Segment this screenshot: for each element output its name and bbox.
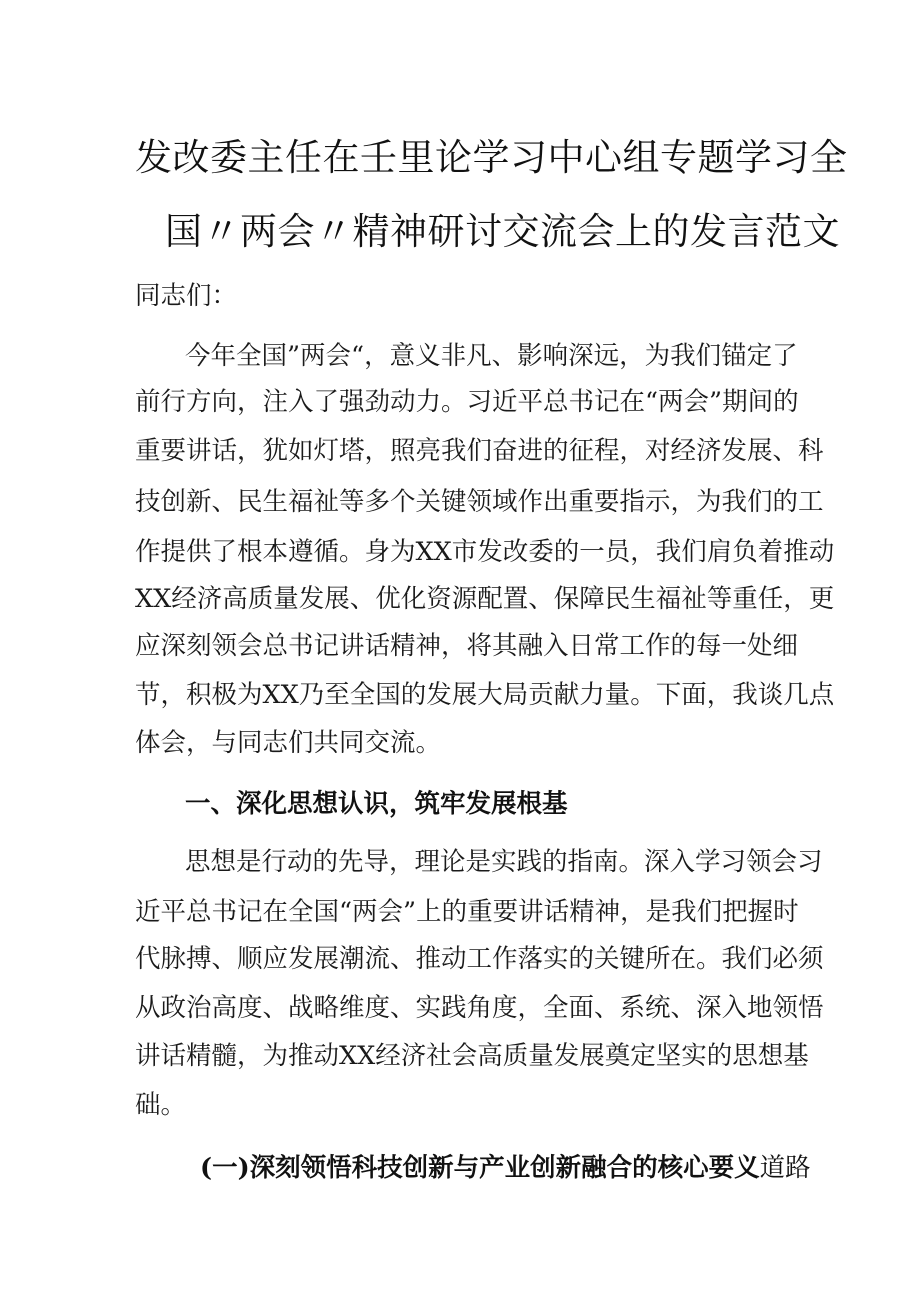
paragraph-1-line-6: XX经济高质量发展、优化资源配置、保障民生福祉等重任，更	[135, 584, 835, 614]
paragraph-1-line-4: 技创新、民生福祉等多个关键领域作出重要指示，为我们的工	[135, 487, 824, 517]
paragraph-1-line-2: 前行方向，注入了强劲动力。习近平总书记在“两会”期间的	[135, 387, 799, 417]
paragraph-1-line-3: 重要讲话，犹如灯塔，照亮我们奋进的征程，对经济发展、科	[135, 436, 824, 466]
section-heading-1: 一、深化思想认识，筑牢发展根基	[185, 789, 568, 819]
sub-heading-1	[200, 1150, 811, 1186]
paragraph-1-line-7: 应深刻领会总书记讲话精神，将其融入日常工作的每一处细	[135, 631, 799, 661]
title-line-1: 发改委主任在壬里论学习中心组专题学习全	[135, 136, 848, 179]
paragraph-1-line-5: 作提供了根本遵循。身为XX市发改委的一员，我们肩负着推动	[135, 537, 835, 567]
paragraph-1-line-1: 今年全国”两会“，意义非凡、影响深远，为我们锚定了	[185, 341, 798, 371]
sub-heading-1-bold: (一)深刻领悟科技创新与产业创新融合的核心要义	[200, 1153, 760, 1183]
paragraph-2-line-6: 础。	[135, 1090, 187, 1120]
paragraph-2-line-2: 近平总书记在全国“两会”上的重要讲话精神，是我们把握时	[135, 897, 799, 927]
paragraph-1-line-8: 节，积极为XX乃至全国的发展大局贡献力量。下面，我谈几点	[135, 680, 835, 710]
sub-heading-1-trailing: 道路	[759, 1153, 811, 1183]
salutation: 同志们：	[135, 281, 238, 311]
paragraph-1-line-9: 体会，与同志们共同交流。	[135, 728, 442, 758]
paragraph-2-line-3: 代脉搏、顺应发展潮流、推动工作落实的关键所在。我们必须	[135, 944, 824, 974]
paragraph-2-line-4: 从政治高度、战略维度、实践角度，全面、系统、深入地领悟	[135, 993, 824, 1023]
paragraph-2-line-1: 思想是行动的先导，理论是实践的指南。深入学习领会习	[185, 847, 823, 877]
title-line-2: 国〃两会〃精神研讨交流会上的发言范文	[165, 210, 840, 253]
paragraph-2-line-5: 讲话精髓，为推动XX经济社会高质量发展奠定坚实的思想基	[135, 1041, 809, 1071]
